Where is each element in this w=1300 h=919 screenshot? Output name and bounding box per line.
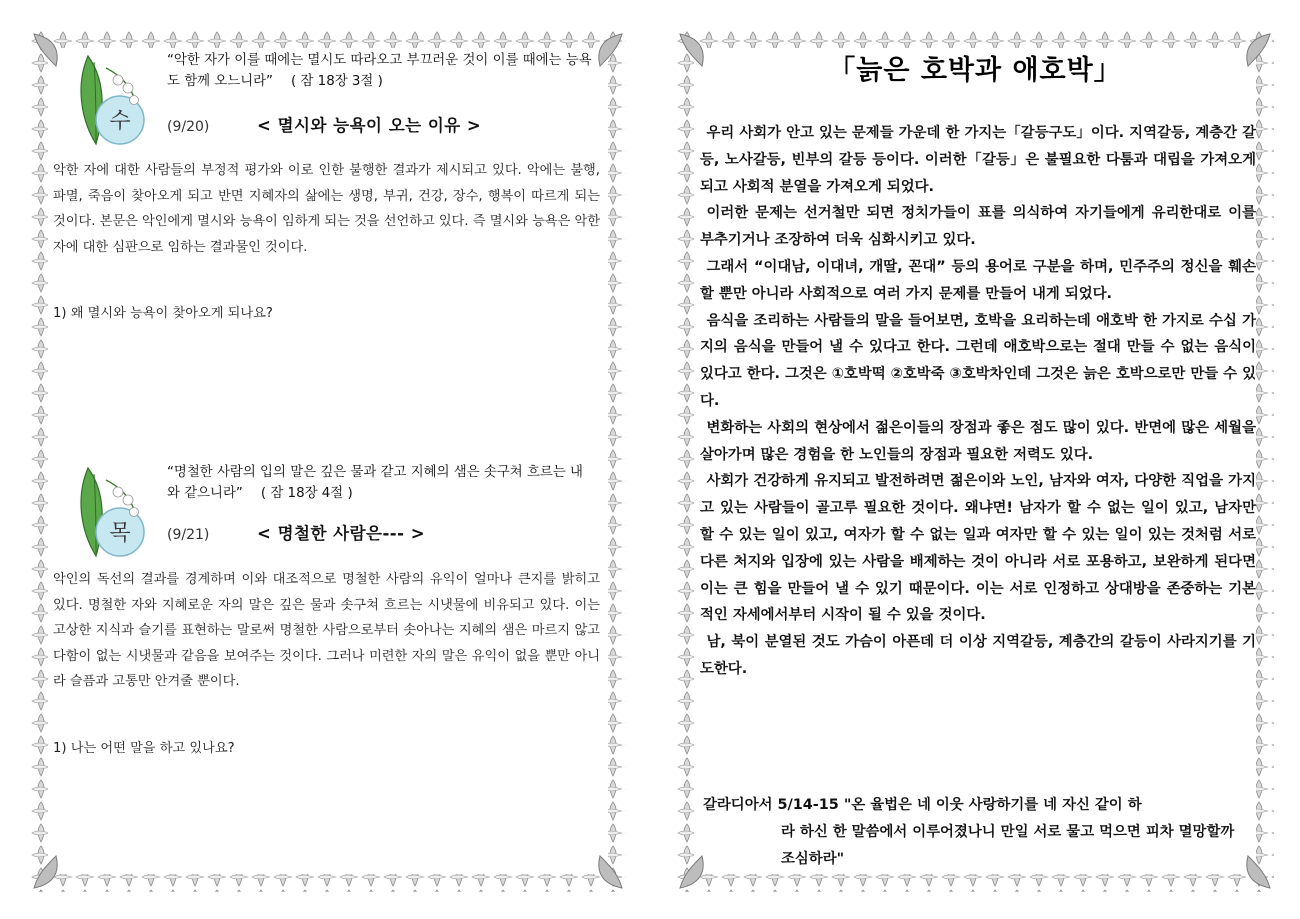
date-topic-line <box>167 520 607 544</box>
essay-paragraph: 변화하는 사회의 현상에서 젊은이들의 장점과 좋은 점도 많이 있다. 반면에 많은 세월을 살아가며 많은 경험을 한 노인들의 장점과 필요한 저력도 있다. <box>700 419 1256 463</box>
scripture-quote: “악한 자가 이를 때에는 멸시도 따라오고 부끄러운 것이 이를 때에는 능욕도 함께 오느니라” ( 잠 18장 3절 ) <box>167 50 595 92</box>
essay-body <box>700 120 1256 683</box>
essay-paragraph: 음식을 조리하는 사람들의 말을 들어보면, 호박을 요리하는데 애호박 한 가지로 수십 가지의 음식을 만들어 낼 수 있다고 한다. 그런데 애호박으로는 절대 만들 수 없는 음식이 있다고 한다. 그것은 ①호박떡 ②호박죽 ③호박차인데 그것은 늙은 호박으로만 만들 수 있다. <box>700 312 1256 409</box>
essay-title: 「늙은 호박과 애호박」 <box>828 55 1122 86</box>
commentary-text: 악한 자에 대한 사람들의 부정적 평가와 이로 인한 불행한 결과가 제시되고 있다. 악에는 불행, 파멸, 죽음이 찾아오게 되고 반면 지혜자의 삶에는 생명, 부귀, 건강, 장수, 행복이 따르게 되는 것이다. 본문은 악인에게 멸시와 능욕이 임하게 되는 것을 선언하고 있다. 즉 멸시와 능욕은 악한 자에 대한 심판으로 임하는 결과물인 것이다. <box>53 163 600 255</box>
verse-continuation: 라 하신 한 말씀에서 이루어졌나니 만일 서로 물고 먹으면 피차 멸망할까 조심하라" <box>781 824 1235 867</box>
left-page <box>30 30 626 892</box>
topic-heading: < 명철한 사람은--- > <box>257 524 426 543</box>
closing-verse <box>703 792 1251 873</box>
lily-of-the-valley-icon <box>66 460 156 570</box>
essay-paragraph: 우리 사회가 안고 있는 문제들 가운데 한 가지는「갈등구도」이다. 지역갈등, 계층간 갈등, 노사갈등, 빈부의 갈등 등이다. 이러한「갈등」은 불필요한 다툼과 대립을 가져오게 되고 사회적 분열을 가져오게 되었다. <box>700 125 1256 195</box>
date-topic-line <box>167 112 607 136</box>
essay-paragraph: 남, 북이 분열된 것도 가슴이 아픈데 더 이상 지역갈등, 계층간의 갈등이 사라지기를 기도한다. <box>700 634 1256 677</box>
lily-of-the-valley-icon <box>66 48 156 158</box>
reflection-question: 1) 나는 어떤 말을 하고 있나요? <box>53 741 235 756</box>
essay-paragraph: 그래서 “이대남, 이대녀, 개딸, 꼰대” 등의 용어로 구분을 하며, 민주주의 정신을 훼손할 뿐만 아니라 사회적으로 여러 가지 문제를 만들어 내게 되었다. <box>700 258 1256 302</box>
commentary-text: 악인의 독선의 결과를 경계하며 이와 대조적으로 명철한 사람의 유익이 얼마나 큰지를 밝히고 있다. 명철한 자와 지혜로운 자의 말은 깊은 물과 솟구쳐 흐르는 시냇물에 비유되고 있다. 이는 고상한 지식과 슬기를 표현하는 말로써 명철한 사람으로부터 솟아나는 지혜의 샘은 마르지 않고 다함이 없는 시냇물과 같음을 보여주는 것이다. 그러나 미련한 자의 말은 유익이 없을 뿐만 아니라 슬픔과 고통만 안겨줄 뿐이다. <box>53 572 600 689</box>
scripture-reference: ( 잠 18장 4절 ) <box>260 486 353 501</box>
date: (9/21) <box>167 527 210 543</box>
day-char: 수 <box>109 109 131 134</box>
topic-heading: < 멸시와 능욕이 오는 이유 > <box>257 116 482 135</box>
essay-paragraph: 이러한 문제는 선거철만 되면 정치가들이 표를 의식하여 자기들에게 유리한대로 이를 부추기거나 조장하여 더욱 심화시키고 있다. <box>700 205 1256 249</box>
right-page <box>676 30 1274 892</box>
verse-first-line: 갈라디아서 5/14-15 "온 율법은 네 이웃 사랑하기를 네 자신 같이 하 <box>703 797 1142 813</box>
scripture-quote: “명철한 사람의 입의 말은 깊은 물과 같고 지혜의 샘은 솟구쳐 흐르는 내와 같으니라” ( 잠 18장 4절 ) <box>167 462 595 504</box>
scripture-reference: ( 잠 18장 3절 ) <box>291 74 383 89</box>
date: (9/20) <box>167 119 210 135</box>
day-char: 목 <box>109 521 131 546</box>
essay-paragraph: 사회가 건강하게 유지되고 발전하려면 젊은이와 노인, 남자와 여자, 다양한 직업을 가지고 있는 사람들이 골고루 필요한 것이다. 왜냐면! 남자가 할 수 없는 일이 있고, 남자만 할 수 있는 일이 있고, 여자가 할 수 없는 일과 여자만 할 수 있는 일이 있는 것처럼 서로 다른 처지와 입장에 있는 사람을 배제하는 것이 아니라 서로 포용하고, 보완하게 된다면 이는 큰 힘을 만들어 낼 수 있기 때문이다. 이는 서로 인정하고 상대방을 존중하는 기본적인 자세에서부터 시작이 될 수 있을 것이다. <box>700 473 1256 624</box>
reflection-question: 1) 왜 멸시와 능욕이 찾아오게 되나요? <box>53 306 273 321</box>
